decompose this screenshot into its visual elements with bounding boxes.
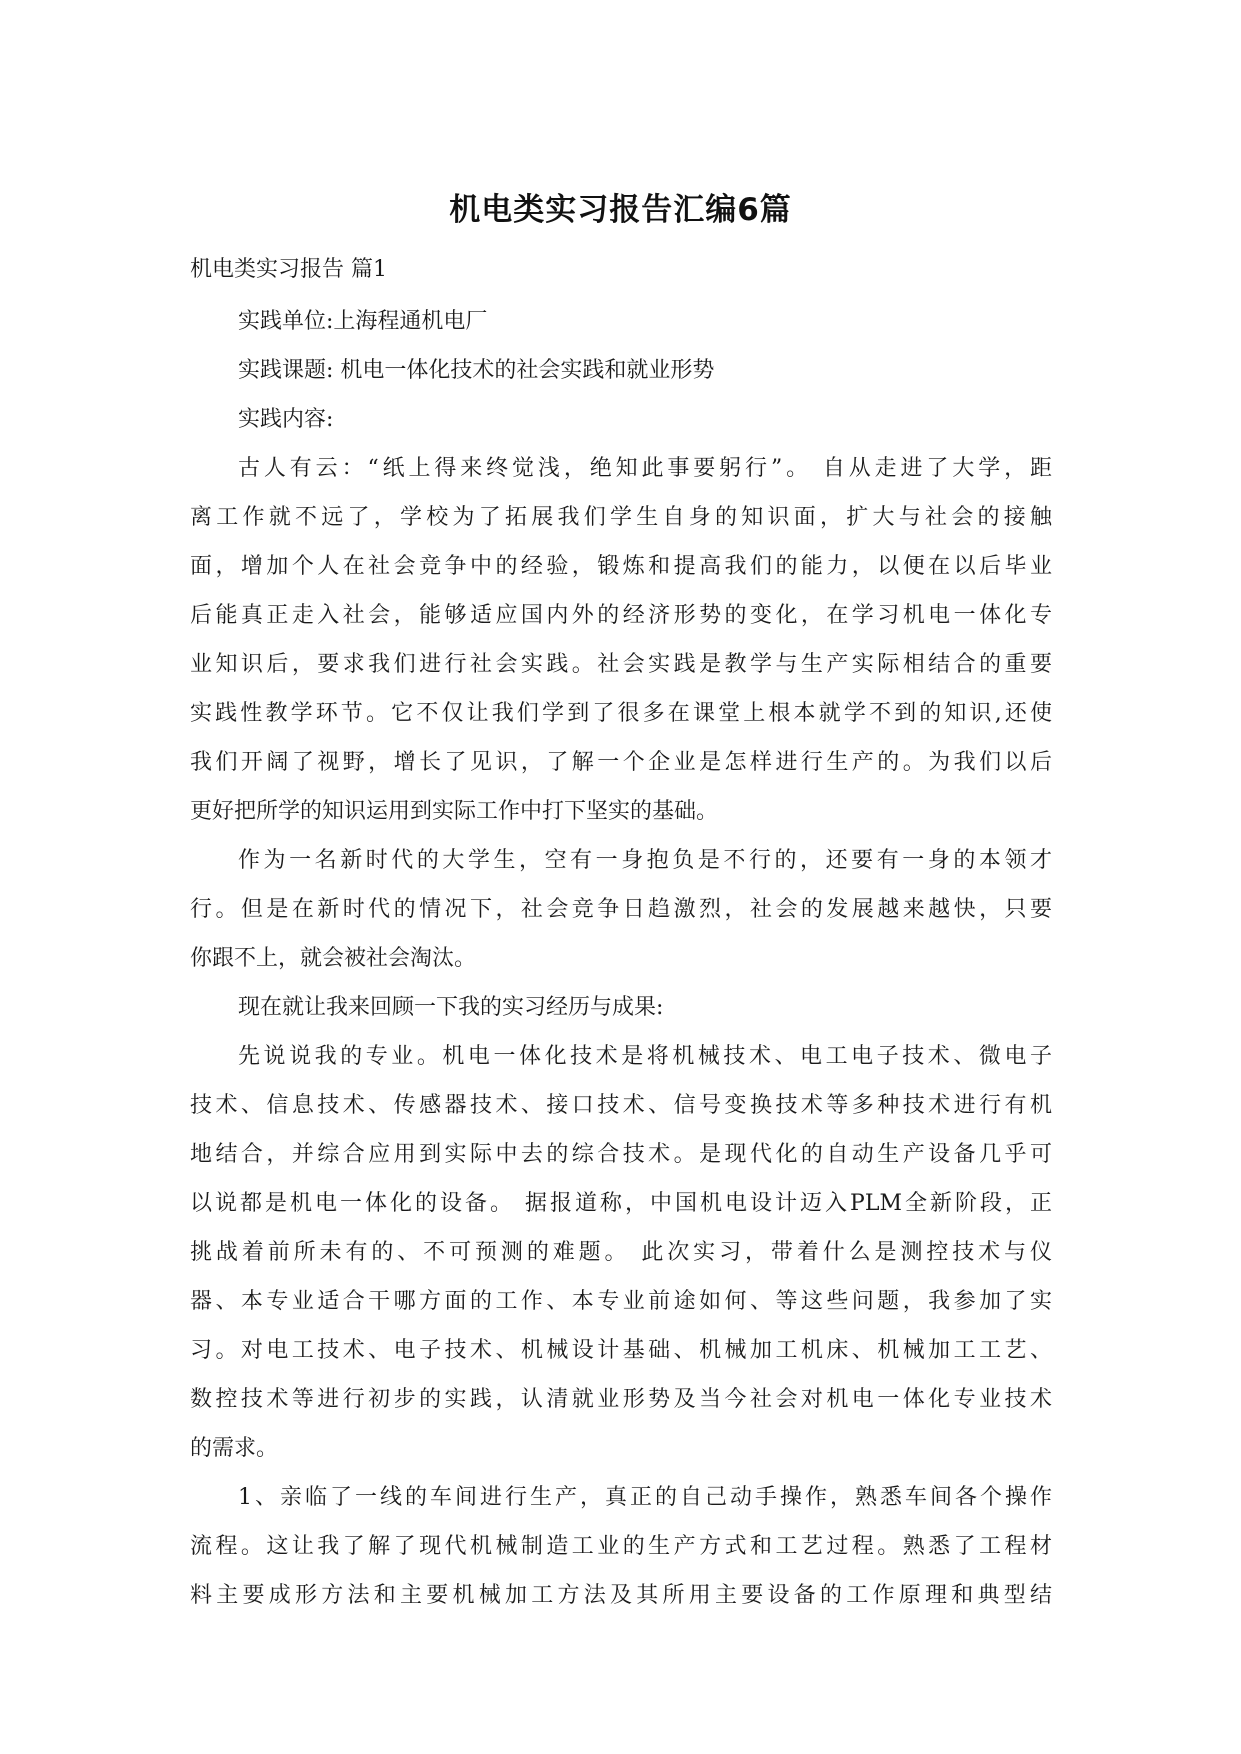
- text-line: 面，增加个人在社会竞争中的经验，锻炼和提高我们的能力，以便在以后毕业: [190, 554, 1052, 579]
- text-line: 业知识后，要求我们进行社会实践。社会实践是教学与生产实际相结合的重要: [190, 652, 1052, 677]
- text-line: 实践性教学环节。它不仅让我们学到了很多在课堂上根本就学不到的知识,还使: [190, 701, 1052, 726]
- text-line: 更好把所学的知识运用到实际工作中打下坚实的基础。: [190, 799, 719, 824]
- text-line: 1、亲临了一线的车间进行生产，真正的自己动手操作，熟悉车间各个操作: [238, 1485, 1052, 1510]
- section-heading: 机电类实习报告 篇1: [190, 257, 387, 282]
- text-line: 古人有云：“纸上得来终觉浅，绝知此事要躬行”。 自从走进了大学，距: [238, 456, 1052, 481]
- text-line: 料主要成形方法和主要机械加工方法及其所用主要设备的工作原理和典型结: [190, 1583, 1052, 1608]
- text-line: 实践课题: 机电一体化技术的社会实践和就业形势: [238, 358, 715, 383]
- text-line: 现在就让我来回顾一下我的实习经历与成果:: [238, 995, 664, 1020]
- text-line: 实践内容:: [238, 407, 334, 432]
- text-line: 行。但是在新时代的情况下，社会竞争日趋激烈，社会的发展越来越快，只要: [190, 897, 1052, 922]
- text-line: 挑战着前所未有的、不可预测的难题。 此次实习，带着什么是测控技术与仪: [190, 1240, 1052, 1265]
- text-line: 习。对电工技术、电子技术、机械设计基础、机械加工机床、机械加工工艺、: [190, 1338, 1052, 1363]
- text-line: 地结合，并综合应用到实际中去的综合技术。是现代化的自动生产设备几乎可: [190, 1142, 1052, 1167]
- text-line: 我们开阔了视野，增长了见识，了解一个企业是怎样进行生产的。为我们以后: [190, 750, 1052, 775]
- body-text: [190, 307, 1052, 1611]
- text-line: 的需求。: [190, 1436, 279, 1461]
- document-body: [190, 255, 1052, 1630]
- text-line: 实践单位:上海程通机电厂: [238, 309, 488, 334]
- text-line: 后能真正走入社会，能够适应国内外的经济形势的变化，在学习机电一体化专: [190, 603, 1052, 628]
- text-line: 流程。这让我了解了现代机械制造工业的生产方式和工艺过程。熟悉了工程材: [190, 1534, 1052, 1559]
- text-line: 作为一名新时代的大学生，空有一身抱负是不行的，还要有一身的本领才: [238, 848, 1052, 873]
- text-line: 先说说我的专业。机电一体化技术是将机械技术、电工电子技术、微电子: [238, 1044, 1052, 1069]
- text-line: 你跟不上，就会被社会淘汰。: [190, 946, 477, 971]
- text-line: 技术、信息技术、传感器技术、接口技术、信号变换技术等多种技术进行有机: [190, 1093, 1052, 1118]
- text-line: 离工作就不远了，学校为了拓展我们学生自身的知识面，扩大与社会的接触: [190, 505, 1052, 530]
- text-line: 器、本专业适合干哪方面的工作、本专业前途如何、等这些问题，我参加了实: [190, 1289, 1052, 1314]
- document-title: 机电类实习报告汇编6篇: [449, 192, 792, 228]
- text-line: 以说都是机电一体化的设备。 据报道称，中国机电设计迈入PLM全新阶段，正: [190, 1191, 1052, 1216]
- text-line: 数控技术等进行初步的实践，认清就业形势及当今社会对机电一体化专业技术: [190, 1387, 1052, 1412]
